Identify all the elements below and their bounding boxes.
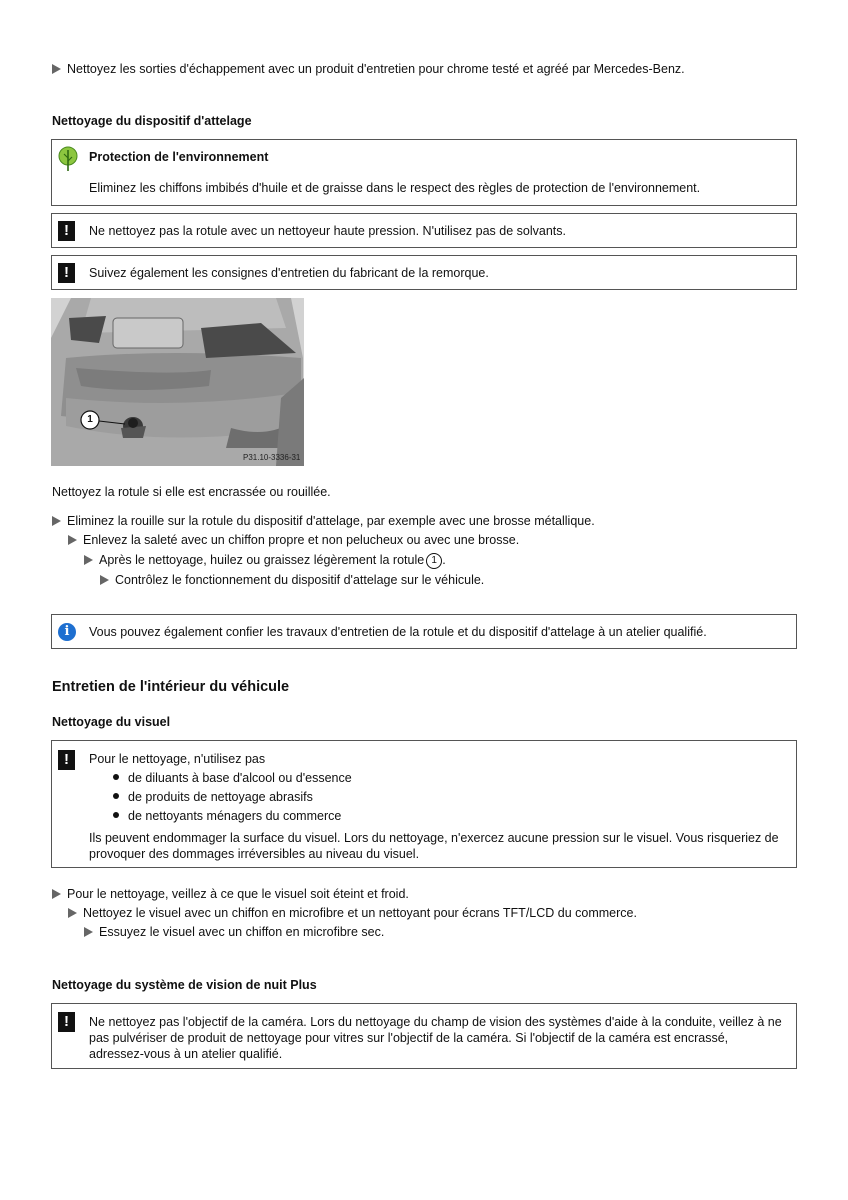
step-arrow-icon (100, 575, 109, 585)
environment-text: Eliminez les chiffons imbibés d'huile et de graisse dans le respect des règles de protection de l'environnement. (89, 181, 701, 195)
exhaust-step: Nettoyez les sorties d'échappement avec un produit d'entretien pour chrome testé et agréé par Mercedes-Benz. (52, 61, 685, 77)
trailer-intro: Nettoyez la rotule si elle est encrassée ou rouillée. (52, 485, 331, 499)
warning-text: Suivez également les consignes d'entretien du fabricant de la remorque. (89, 266, 489, 280)
display-warning-text: Ils peuvent endommager la surface du visuel. Lors du nettoyage, n'exercez aucune pression sur le visuel. Vous risqueriez de provoquer des dommages irréversibles au niveau du visuel. (89, 831, 779, 861)
step-arrow-icon (52, 889, 61, 899)
info-icon: i (58, 623, 76, 641)
warning-text: Ne nettoyez pas la rotule avec un nettoyeur haute pression. N'utilisez pas de solvants. (89, 224, 566, 238)
warning-icon: ! (58, 221, 75, 241)
step-arrow-icon (52, 64, 61, 74)
step-arrow-icon (84, 555, 93, 565)
bullet-item: de produits de nettoyage abrasifs (113, 789, 313, 805)
night-vision-heading: Nettoyage du système de vision de nuit Plus (52, 978, 317, 992)
vehicle-rear-drawing (51, 298, 304, 466)
warning-icon: ! (58, 750, 75, 770)
leaf-icon (57, 146, 79, 172)
warning-high-pressure (51, 213, 797, 248)
step-arrow-icon (52, 516, 61, 526)
warning-trailer-maker (51, 255, 797, 290)
night-vision-warning (51, 1003, 797, 1069)
info-note (51, 614, 797, 649)
bullet-item: de nettoyants ménagers du commerce (113, 808, 341, 824)
environment-title: Protection de l'environnement (89, 150, 269, 164)
trailer-step-3: Après le nettoyage, huilez ou graissez légèrement la rotule 1 . (84, 552, 446, 569)
trailer-heading: Nettoyage du dispositif d'attelage (52, 114, 252, 128)
step-arrow-icon (68, 908, 77, 918)
display-step-1: Pour le nettoyage, veillez à ce que le visuel soit éteint et froid. (52, 886, 409, 902)
step-arrow-icon (68, 535, 77, 545)
display-step-2: Nettoyez le visuel avec un chiffon en microfibre et un nettoyant pour écrans TFT/LCD du commerce. (68, 905, 637, 921)
tow-ball-illustration (51, 298, 304, 466)
warning-icon: ! (58, 1012, 75, 1032)
image-code: P31.10-3336-31 (243, 453, 301, 462)
display-warning-intro: Pour le nettoyage, n'utilisez pas (89, 752, 266, 766)
display-step-3: Essuyez le visuel avec un chiffon en microfibre sec. (84, 924, 384, 940)
display-heading: Nettoyage du visuel (52, 715, 171, 729)
info-text: Vous pouvez également confier les travaux d'entretien de la rotule et du dispositif d'attelage à un atelier qualifié. (89, 625, 707, 639)
trailer-step-2: Enlevez la saleté avec un chiffon propre et non pelucheux ou avec une brosse. (68, 532, 519, 548)
bullet-item: de diluants à base d'alcool ou d'essence (113, 770, 352, 786)
step-arrow-icon (84, 927, 93, 937)
callout-1: 1 (87, 414, 93, 425)
trailer-step-4: Contrôlez le fonctionnement du dispositif d'attelage sur le véhicule. (100, 572, 484, 588)
interior-heading: Entretien de l'intérieur du véhicule (52, 679, 290, 695)
trailer-step-1: Eliminez la rouille sur la rotule du dispositif d'attelage, par exemple avec une brosse métallique. (52, 513, 595, 529)
callout-ref-1: 1 (426, 553, 442, 569)
environment-note (51, 139, 797, 206)
night-vision-warning-text: Ne nettoyez pas l'objectif de la caméra. Lors du nettoyage du champ de vision des systèmes d'aide à la conduite, veillez à ne pas pulvériser de produit de nettoyage pour vitres sur l'objectif de la caméra. Si l'objectif de la caméra est encrassé, adressez-vous à un atelier qualifié. (89, 1015, 782, 1061)
display-warning (51, 740, 797, 868)
warning-icon: ! (58, 263, 75, 283)
